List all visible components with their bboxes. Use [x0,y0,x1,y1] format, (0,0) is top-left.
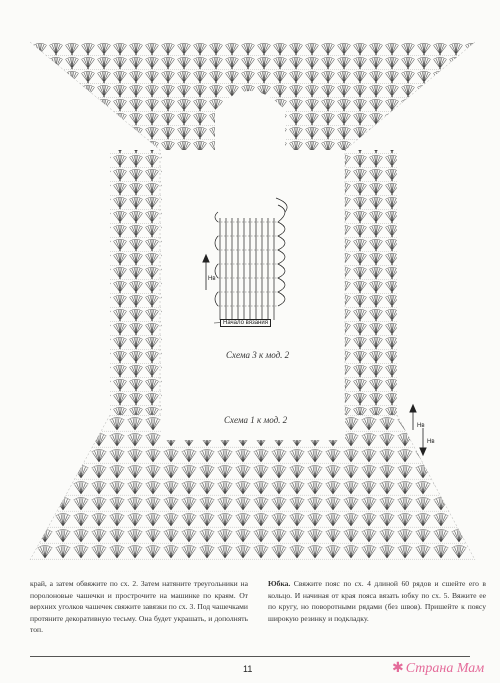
watermark-text: Страна Мам [405,661,485,676]
right-pillar [345,150,397,415]
caption-scheme3: Схема 3 к мод. 2 [226,350,290,360]
row-direction-arrow [203,255,209,290]
top-left-wing [30,42,215,150]
top-right-wing [285,42,475,150]
watermark-logo [392,660,484,677]
arrow-label-down: Нв [427,439,435,445]
start-label: Начало вязания [220,319,271,327]
footer-rule [30,656,470,657]
skirt-instructions: Свяжите пояс по сх. 4 длиной 60 рядов и сшейте его в кольцо. И начиная от края пояса вязать юбку по сх. 5. Вяжите ее по кругу, но поворотными рядами (без швов). Пришейте к поясу широкую резинку и подкладку. [268,579,486,623]
top-center-arch [215,42,285,110]
scheme3-chart [215,198,287,320]
left-pillar [110,150,162,415]
skirt-heading: Юбка. [268,579,291,588]
arrow-label-up: Нв [417,423,425,429]
bottom-skirt [30,415,475,560]
instructions-left-column: край, а затем обвяжите по сх. 2. Затем натяните треугольники на поролоновые чашечки и прострочите на машинке по краям. От верхних уголков чашечек свяжите завязки по сх. 3. Под чашечками протяните декоративную тесьму. Она будет украшать, и дополнять топ. [30,579,248,635]
arrow-label-scheme3: Нв [208,276,216,282]
instructions-right-column [268,578,486,624]
page-number: 11 [243,664,253,674]
caption-scheme1: Схема 1 к мод. 2 [224,415,288,425]
star-icon: ✱ [392,661,404,676]
